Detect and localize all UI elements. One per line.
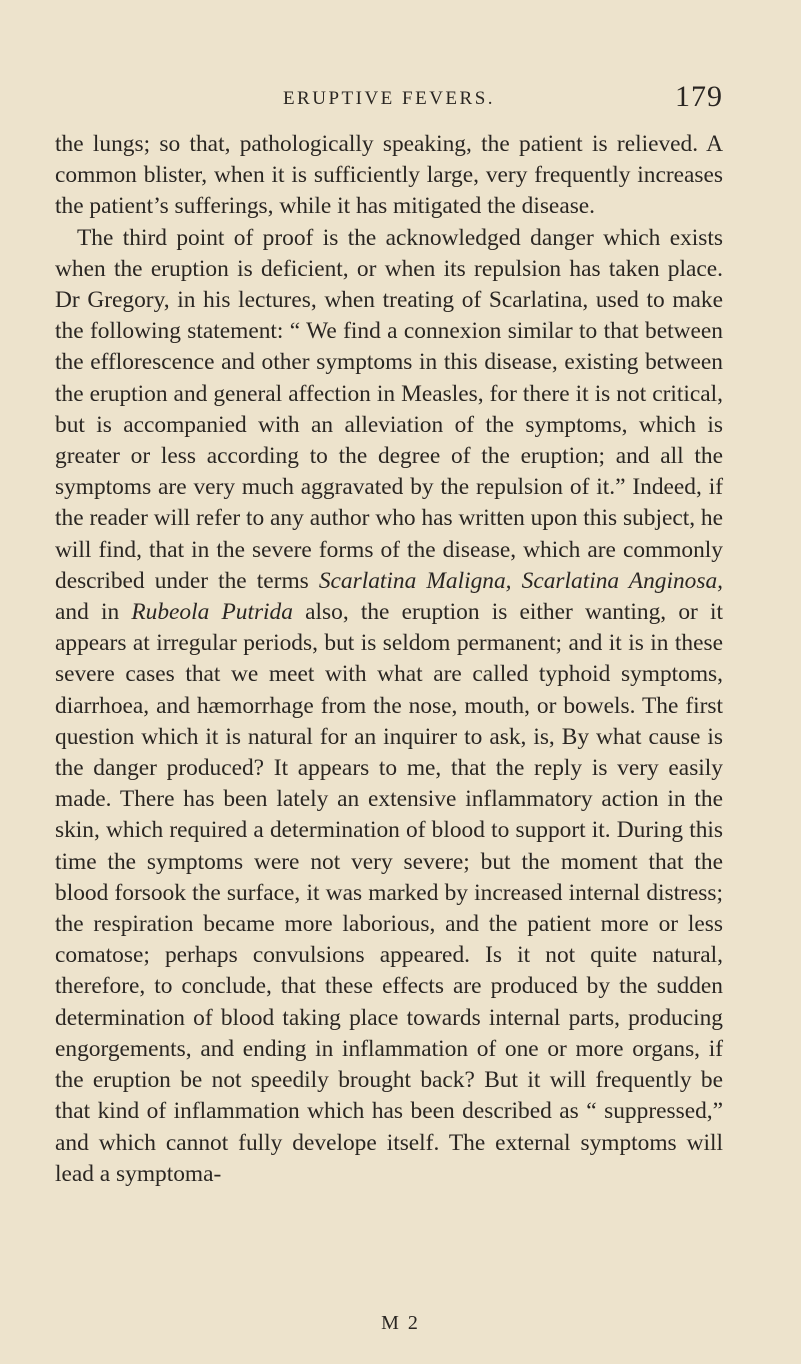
text-run: and in	[55, 599, 132, 626]
running-head	[55, 80, 723, 120]
italic-term: Scarlatina Anginosa,	[521, 567, 723, 594]
signature-mark: M 2	[381, 1312, 420, 1334]
italic-term: Rubeola Putrida	[131, 599, 293, 626]
text-run: also, the eruption is either wanting, or it appears at irregular periods, but is seldom permanent; and it is in these severe cases that we meet with what are called typhoid symptoms, diarrhoea, and hæmorrhage from the nose, mouth, or bowels. The first question which it is natural for an inquirer to ask, is, By what cause is the danger produced? It appears to me, that the reply is very easily made. There has been lately an extensive inflammatory action in the skin, which required a determination of blood to support it. During this time the symptoms were not very severe; but the moment that the blood forsook the surface, it was marked by increased internal distress; the respiration became more laborious, and the patient more or less comatose; perhaps convulsions appeared. Is it not quite natural, therefore, to conclude, that these effects are produced by the sudden determination of blood taking place towards internal parts, producing engorgements, and ending in inflammation of one or more organs, if the eruption be not speedily brought back? But it will frequently be that kind of inflammation which has been described as “ suppressed,” and which cannot fully develope itself. The external symptoms will lead a symptoma-	[55, 599, 723, 1187]
body-text	[55, 129, 723, 1190]
text-run: the lungs; so that, pathologically speaking, the patient is relieved. A common blister, when it is sufficiently large, very frequently increases the patient’s sufferings, while it has mitigated the disease.	[55, 131, 723, 220]
text-run	[512, 568, 522, 594]
paragraph	[55, 129, 723, 223]
running-title: ERUPTIVE FEVERS.	[282, 88, 496, 109]
paragraph	[55, 223, 723, 1190]
page-number: 179	[675, 80, 723, 113]
italic-term: Scarlatina Maligna,	[318, 567, 512, 594]
text-run: The third point of proof is the acknowledged danger which exists when the eruption is deficient, or when its repulsion has taken place. Dr Gregory, in his lectures, when treating of Scarlatina, used to make the following statement: “ We find a connexion similar to that between the efflorescence and other symptoms in this disease, existing between the eruption and general affection in Measles, for there it is not critical, but is accompanied with an alleviation of the symptoms, which is greater or less according to the degree of the eruption; and all the symptoms are very much aggravated by the repulsion of it.” Indeed, if the reader will refer to any author who has written upon this subject, he will find, that in the severe forms of the disease, which are commonly described under the terms	[55, 224, 723, 594]
